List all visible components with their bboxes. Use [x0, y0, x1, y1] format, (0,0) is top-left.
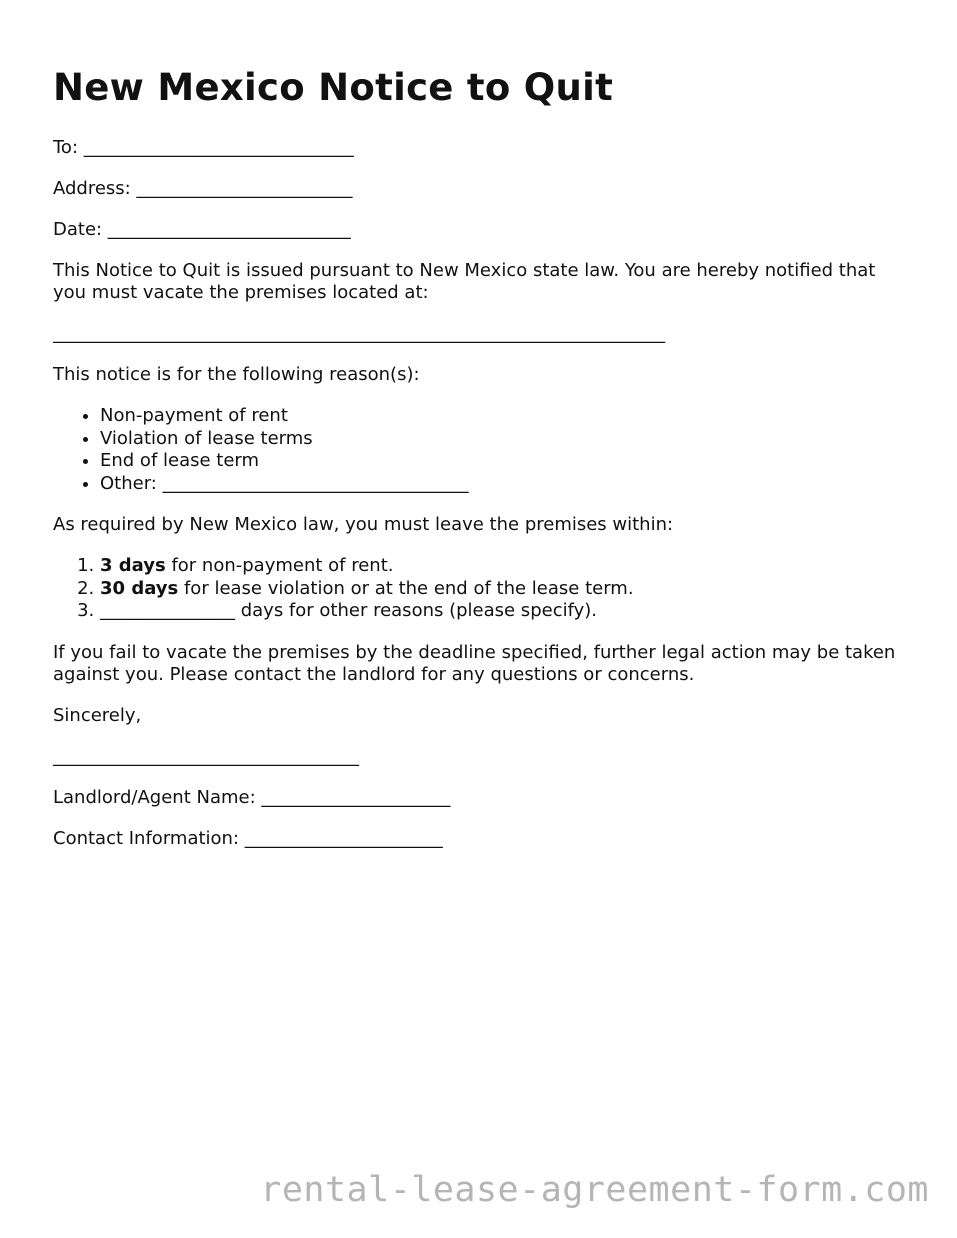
reason-item: • Violation of lease terms [100, 428, 913, 451]
landlord-name-field: Landlord/Agent Name: _____________________ [53, 786, 451, 808]
to-field: To: ______________________________ [53, 137, 354, 158]
deadline-list [53, 555, 913, 623]
deadline-item [100, 578, 913, 601]
document-title: New Mexico Notice to Quit [53, 66, 614, 109]
contact-info-field: Contact Information: ______________________ [53, 827, 443, 849]
document-body [53, 137, 913, 869]
deadline-intro: As required by New Mexico law, you must leave the premises within: [53, 514, 674, 535]
reason-item-other: • Other: __________________________________ [100, 473, 913, 496]
premises-field [53, 323, 913, 345]
signature-line: __________________________________ [53, 745, 359, 767]
deadline-text: _______________ days for other reasons (please specify). [100, 600, 598, 621]
date-field: Date: ___________________________ [53, 219, 351, 240]
watermark: rental-lease-agreement-form.com [260, 1170, 929, 1210]
deadline-text: for lease violation or at the end of the lease term. [178, 577, 634, 599]
reasons-list [53, 405, 913, 495]
address-field: Address: ________________________ [53, 178, 353, 199]
deadline-days: 30 days [100, 577, 179, 599]
deadline-text: for non-payment of rent. [165, 555, 394, 576]
reason-item: • End of lease term [100, 450, 913, 473]
warning-paragraph: If you fail to vacate the premises by the deadline specified, further legal action may be taken against you. Please contact the landlord for any questions or concerns. [53, 641, 896, 685]
deadline-item [100, 555, 913, 578]
reason-item: • Non-payment of rent [100, 405, 913, 428]
premises-blank: ____________________________________________________________________ [53, 323, 665, 344]
closing: Sincerely, [53, 704, 142, 726]
intro-paragraph: This Notice to Quit is issued pursuant to New Mexico state law. You are hereby notified that you must vacate the premises located at: [53, 260, 876, 303]
deadline-item [100, 600, 913, 623]
reasons-intro: This notice is for the following reason(s): [53, 364, 420, 385]
deadline-days: 3 days [100, 555, 166, 576]
